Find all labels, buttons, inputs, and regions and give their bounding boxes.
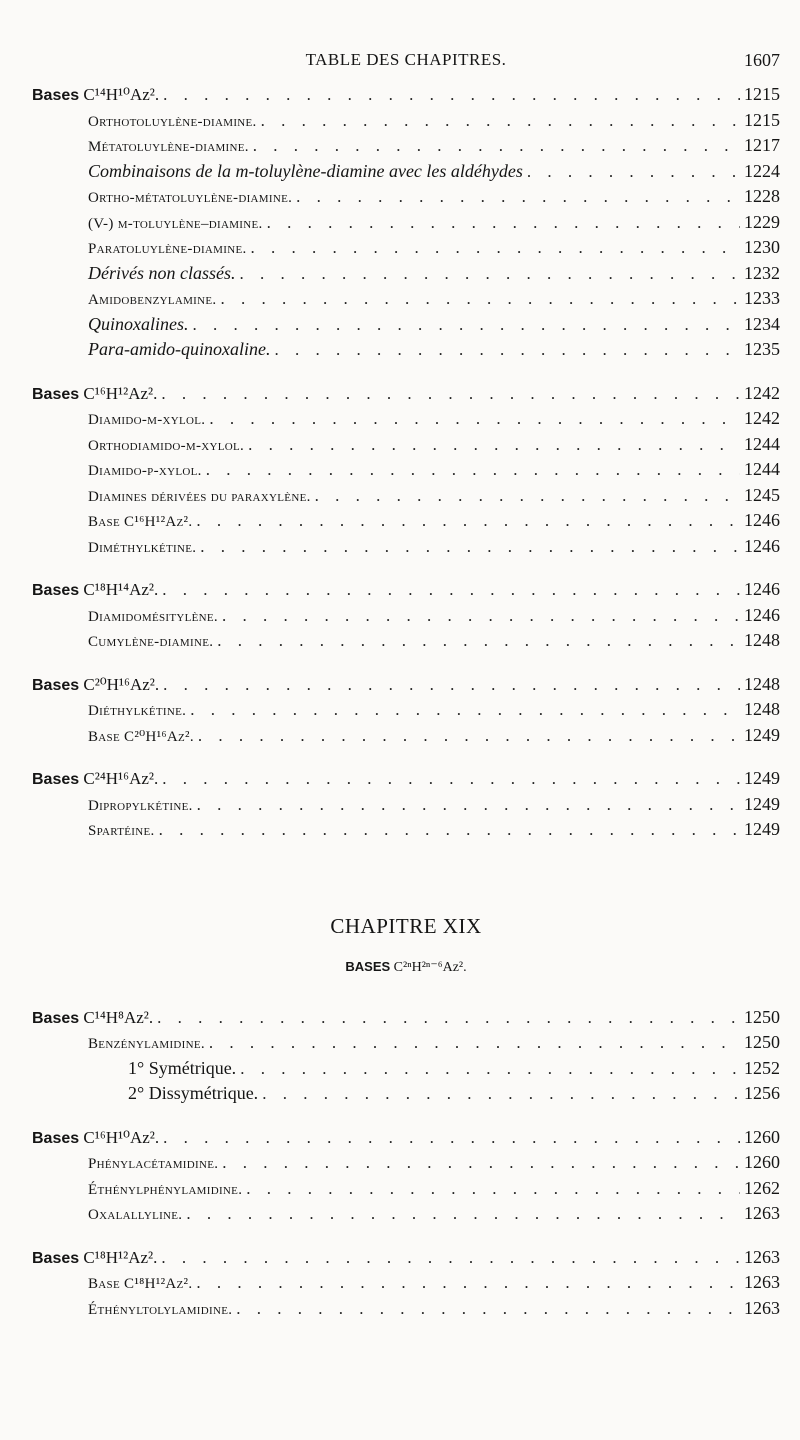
leader-dots [197, 792, 740, 818]
entry-label: Diamido-m-xylol. [88, 412, 206, 428]
entry-page: 1263 [744, 1203, 780, 1223]
toc-entry[interactable] [32, 261, 780, 287]
entry-page: 1249 [744, 724, 780, 745]
leader-dots [236, 1296, 740, 1322]
entry-label: Phénylacétamidine. [88, 1156, 219, 1172]
chapter-subtitle [32, 955, 780, 979]
leader-dots [186, 1201, 740, 1227]
entry-page: 1249 [744, 768, 780, 788]
table-of-contents [32, 80, 780, 1321]
entry-page: 1215 [744, 84, 780, 104]
running-title: TABLE DES CHAPITRES. [305, 50, 507, 69]
entry-label: Base C¹⁸H¹²Az². [88, 1276, 193, 1292]
entry-label: Oxalallyline. [88, 1207, 183, 1223]
leader-dots [315, 483, 740, 509]
leader-dots [262, 1081, 740, 1107]
toc-entry[interactable] [32, 723, 780, 749]
toc-entry-base[interactable] [32, 672, 780, 698]
entry-label: Dérivés non classés. [88, 262, 236, 283]
entry-page: 1215 [744, 109, 780, 130]
entry-formula: C¹⁶H¹²Az². [83, 383, 158, 403]
leader-dots [248, 432, 740, 458]
entry-page: 1263 [744, 1272, 780, 1292]
toc-entry[interactable] [32, 817, 780, 843]
entry-label: Ortho-métatoluylène-diamine. [88, 190, 293, 206]
entry-page: 1250 [744, 1032, 780, 1052]
toc-entry[interactable] [32, 312, 780, 338]
entry-page: 1252 [744, 1057, 780, 1078]
entry-page: 1228 [744, 186, 780, 206]
toc-entry-base[interactable] [32, 381, 780, 407]
toc-entry[interactable] [32, 508, 780, 534]
entry-formula: C¹⁴H⁸Az². [83, 1007, 154, 1027]
toc-entry-base[interactable] [32, 82, 780, 108]
entry-formula: C¹⁸H¹⁴Az². [83, 580, 159, 599]
leader-dots [163, 82, 740, 108]
toc-entry-base[interactable] [32, 766, 780, 792]
leader-dots [209, 406, 740, 432]
toc-entry[interactable] [32, 184, 780, 210]
leader-dots [196, 1270, 740, 1296]
leader-dots [206, 457, 740, 483]
toc-entry[interactable] [32, 603, 780, 629]
toc-entry[interactable] [32, 108, 780, 134]
entry-label: Combinaisons de la m-toluylène-diamine avec les aldéhydes [88, 160, 523, 181]
toc-entry-base[interactable] [32, 1245, 780, 1271]
entry-label: Bases [32, 1009, 80, 1027]
entry-page: 1249 [744, 819, 780, 839]
entry-page: 1263 [744, 1246, 780, 1267]
entry-label: Bases [32, 582, 80, 599]
page-header [32, 50, 780, 74]
toc-entry[interactable] [32, 432, 780, 458]
entry-page: 1248 [744, 630, 780, 650]
leader-dots [220, 286, 740, 312]
leader-dots [261, 108, 740, 134]
entry-label: Diméthylkétine. [88, 539, 197, 556]
entry-label: (V-) m-toluylène–diamine. [88, 215, 263, 232]
toc-entry[interactable] [32, 534, 780, 560]
leader-dots [274, 337, 740, 363]
toc-entry[interactable] [32, 286, 780, 312]
entry-page: 1242 [744, 408, 780, 428]
entry-label: 2° Dissymétrique. [128, 1083, 259, 1103]
toc-entry-base[interactable] [32, 1125, 780, 1151]
entry-page: 1260 [744, 1152, 780, 1172]
entry-page: 1233 [744, 288, 780, 308]
toc-entry[interactable] [32, 1176, 780, 1202]
toc-entry[interactable] [32, 1201, 780, 1227]
entry-page: 1248 [744, 673, 780, 694]
entry-label: Bases [32, 676, 80, 694]
entry-label: Spartéine. [88, 823, 155, 839]
entry-page: 1263 [744, 1297, 780, 1318]
leader-dots [251, 235, 740, 261]
toc-entry-base[interactable] [32, 577, 780, 603]
entry-page: 1246 [744, 579, 780, 599]
toc-entry[interactable] [32, 1030, 780, 1056]
entry-label: Base C¹⁶H¹²Az². [88, 514, 193, 530]
entry-page: 1246 [744, 510, 780, 530]
entry-page: 1245 [744, 484, 780, 505]
entry-label: Bases [32, 87, 80, 104]
toc-entry[interactable] [32, 1270, 780, 1296]
leader-dots [159, 817, 740, 843]
leader-dots [162, 577, 740, 603]
entry-label: Orthotoluylène-diamine. [88, 113, 257, 130]
entry-page: 1244 [744, 433, 780, 454]
toc-entry[interactable] [32, 406, 780, 432]
entry-page: 1256 [744, 1083, 780, 1103]
entry-page: 1217 [744, 135, 780, 155]
toc-entry[interactable] [32, 792, 780, 818]
entry-label: 1° Symétrique. [128, 1057, 237, 1078]
leader-dots [222, 1150, 740, 1176]
entry-label: Amidobenzylamine. [88, 292, 217, 308]
entry-label: Éthénylphénylamidine. [88, 1181, 243, 1198]
entry-label: Éthényltolylamidine. [88, 1301, 233, 1318]
entry-label: Quinoxalines. [88, 313, 189, 334]
leader-dots [161, 1245, 740, 1271]
entry-page: 1234 [744, 313, 780, 334]
leader-dots [239, 261, 740, 287]
entry-label: Dipropylkétine. [88, 797, 193, 814]
entry-label: Métatoluylène-diamine. [88, 139, 249, 155]
entry-label: Diamines dérivées du paraxylène. [88, 488, 311, 505]
spacer [32, 1227, 780, 1243]
spacer [32, 979, 780, 1003]
entry-label: Diéthylkétine. [88, 703, 187, 719]
leader-dots [209, 1030, 740, 1056]
chapter-subtitle-label: BASES [345, 958, 391, 974]
leader-dots [527, 159, 740, 185]
leader-dots [200, 534, 740, 560]
entry-label: Bases [32, 771, 80, 788]
entry-page: 1246 [744, 535, 780, 556]
toc-entry[interactable] [32, 697, 780, 723]
entry-label: Bases [32, 385, 80, 403]
entry-label: Benzénylamidine. [88, 1036, 205, 1052]
leader-dots [196, 508, 740, 534]
entry-page: 1224 [744, 160, 780, 181]
entry-page: 1260 [744, 1126, 780, 1147]
spacer [32, 363, 780, 379]
leader-dots [193, 312, 741, 338]
entry-page: 1229 [744, 211, 780, 232]
entry-page: 1242 [744, 382, 780, 403]
leader-dots [217, 628, 740, 654]
toc-entry[interactable] [32, 628, 780, 654]
entry-page: 1250 [744, 1006, 780, 1027]
toc-entry[interactable] [32, 210, 780, 236]
chapter-subtitle-formula: C²ⁿH²ⁿ⁻⁶Az². [393, 959, 467, 975]
toc-entry[interactable] [32, 1056, 780, 1082]
entry-page: 1232 [744, 262, 780, 283]
toc-entry[interactable] [32, 483, 780, 509]
entry-label: Base C²⁰H¹⁶Az². [88, 728, 194, 745]
leader-dots [253, 133, 740, 159]
entry-label: Cumylène-diamine. [88, 634, 214, 650]
toc-entry[interactable] [32, 1081, 780, 1107]
entry-label: Bases [32, 1129, 80, 1147]
toc-entry[interactable] [32, 133, 780, 159]
toc-entry[interactable] [32, 235, 780, 261]
spacer [32, 1107, 780, 1123]
entry-page: 1248 [744, 699, 780, 719]
entry-formula: C¹⁸H¹²Az². [83, 1247, 158, 1267]
leader-dots [161, 381, 740, 407]
entry-label: Bases [32, 1249, 80, 1267]
entry-page: 1246 [744, 604, 780, 625]
entry-label: Diamidomésitylène. [88, 608, 218, 625]
entry-page: 1249 [744, 793, 780, 814]
toc-entry[interactable] [32, 457, 780, 483]
toc-entry[interactable] [32, 1296, 780, 1322]
leader-dots [163, 672, 740, 698]
toc-entry-base[interactable] [32, 1005, 780, 1031]
toc-entry[interactable] [32, 159, 780, 185]
leader-dots [162, 766, 740, 792]
leader-dots [240, 1056, 740, 1082]
entry-formula: C²⁴H¹⁶Az². [83, 769, 159, 788]
entry-page: 1244 [744, 459, 780, 479]
entry-page: 1262 [744, 1177, 780, 1198]
leader-dots [267, 210, 740, 236]
page-number: 1607 [744, 50, 780, 70]
entry-formula: C¹⁶H¹⁰Az². [83, 1127, 160, 1147]
spacer [32, 748, 780, 764]
entry-formula: C¹⁴H¹⁰Az². [83, 85, 160, 104]
toc-entry[interactable] [32, 1150, 780, 1176]
leader-dots [163, 1125, 740, 1151]
leader-dots [246, 1176, 740, 1202]
spacer [32, 559, 780, 575]
toc-entry[interactable] [32, 337, 780, 363]
leader-dots [157, 1005, 740, 1031]
entry-page: 1235 [744, 339, 780, 359]
entry-formula: C²⁰H¹⁶Az². [83, 674, 160, 694]
leader-dots [296, 184, 740, 210]
leader-dots [198, 723, 740, 749]
entry-label: Para-amido-quinoxaline. [88, 339, 271, 359]
entry-label: Orthodiamido-m-xylol. [88, 437, 245, 454]
entry-label: Paratoluylène-diamine. [88, 241, 247, 257]
entry-page: 1230 [744, 237, 780, 257]
leader-dots [222, 603, 740, 629]
chapter-title: CHAPITRE XIX [330, 913, 482, 938]
entry-label: Diamido-p-xylol. [88, 463, 202, 479]
spacer [32, 654, 780, 670]
leader-dots [190, 697, 740, 723]
